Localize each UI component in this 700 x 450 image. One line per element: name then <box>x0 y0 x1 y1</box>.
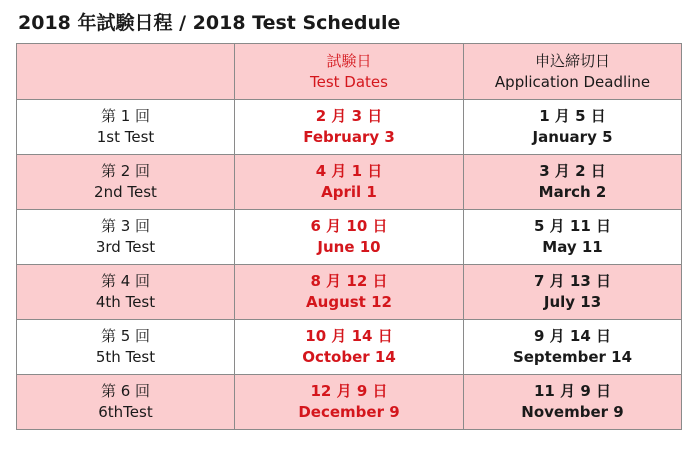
header-test-dates-jp: 試験日 <box>326 51 372 70</box>
test-date-jp: 8 月 12 日 <box>310 272 388 290</box>
table-row <box>17 375 682 430</box>
test-date-cell <box>235 100 464 155</box>
round-jp: 第 6 回 <box>100 382 151 400</box>
table-row <box>17 155 682 210</box>
round-en: 6thTest <box>98 403 153 421</box>
deadline-jp: 5 月 11 日 <box>534 217 611 235</box>
round-cell <box>17 100 235 155</box>
deadline-cell <box>464 265 682 320</box>
test-date-en: October 14 <box>302 348 396 366</box>
deadline-en: November 9 <box>521 403 624 421</box>
round-jp: 第 1 回 <box>100 107 151 125</box>
deadline-en: January 5 <box>532 128 613 146</box>
round-jp: 第 5 回 <box>100 327 151 345</box>
deadline-en: May 11 <box>542 238 603 256</box>
deadline-en: March 2 <box>538 183 607 201</box>
table-row <box>17 210 682 265</box>
test-date-en: June 10 <box>317 238 381 256</box>
round-en: 4th Test <box>95 293 156 311</box>
table-header-row <box>17 44 682 100</box>
deadline-jp: 7 月 13 日 <box>534 272 611 290</box>
table-row <box>17 265 682 320</box>
header-cell-deadline <box>464 44 682 100</box>
test-date-cell <box>235 210 464 265</box>
page-title: 2018 年試験日程 / 2018 Test Schedule <box>18 12 401 34</box>
round-cell <box>17 265 235 320</box>
test-date-en: February 3 <box>303 128 395 146</box>
test-date-en: December 9 <box>298 403 400 421</box>
deadline-en: September 14 <box>512 348 633 366</box>
test-date-jp: 10 月 14 日 <box>305 327 393 345</box>
test-date-jp: 12 月 9 日 <box>310 382 388 400</box>
test-date-cell <box>235 320 464 375</box>
test-schedule-table <box>16 43 682 430</box>
round-cell <box>17 375 235 430</box>
deadline-cell <box>464 375 682 430</box>
test-date-cell <box>235 155 464 210</box>
round-jp: 第 2 回 <box>100 162 151 180</box>
header-deadline-en: Application Deadline <box>494 72 651 91</box>
test-date-en: April 1 <box>321 183 377 201</box>
deadline-jp: 11 月 9 日 <box>534 382 611 400</box>
table-row <box>17 320 682 375</box>
deadline-jp: 9 月 14 日 <box>534 327 611 345</box>
deadline-cell <box>464 100 682 155</box>
round-jp: 第 3 回 <box>100 217 151 235</box>
round-en: 3rd Test <box>95 238 156 256</box>
test-date-jp: 6 月 10 日 <box>310 217 388 235</box>
test-date-en: August 12 <box>306 293 392 311</box>
round-cell <box>17 320 235 375</box>
round-en: 1st Test <box>96 128 155 146</box>
round-en: 2nd Test <box>94 183 157 201</box>
round-cell <box>17 155 235 210</box>
deadline-jp: 1 月 5 日 <box>539 107 606 125</box>
round-jp: 第 4 回 <box>100 272 151 290</box>
test-date-cell <box>235 265 464 320</box>
header-test-dates-en: Test Dates <box>310 72 388 91</box>
header-cell-test-dates <box>235 44 464 100</box>
deadline-cell <box>464 320 682 375</box>
deadline-cell <box>464 155 682 210</box>
test-date-jp: 2 月 3 日 <box>315 107 383 125</box>
deadline-jp: 3 月 2 日 <box>539 162 606 180</box>
test-date-cell <box>235 375 464 430</box>
deadline-en: July 13 <box>543 293 602 311</box>
round-en: 5th Test <box>95 348 156 366</box>
round-cell <box>17 210 235 265</box>
test-date-jp: 4 月 1 日 <box>315 162 383 180</box>
deadline-cell <box>464 210 682 265</box>
header-cell-round <box>17 44 235 100</box>
table-row <box>17 100 682 155</box>
header-deadline-jp: 申込締切日 <box>534 51 610 70</box>
